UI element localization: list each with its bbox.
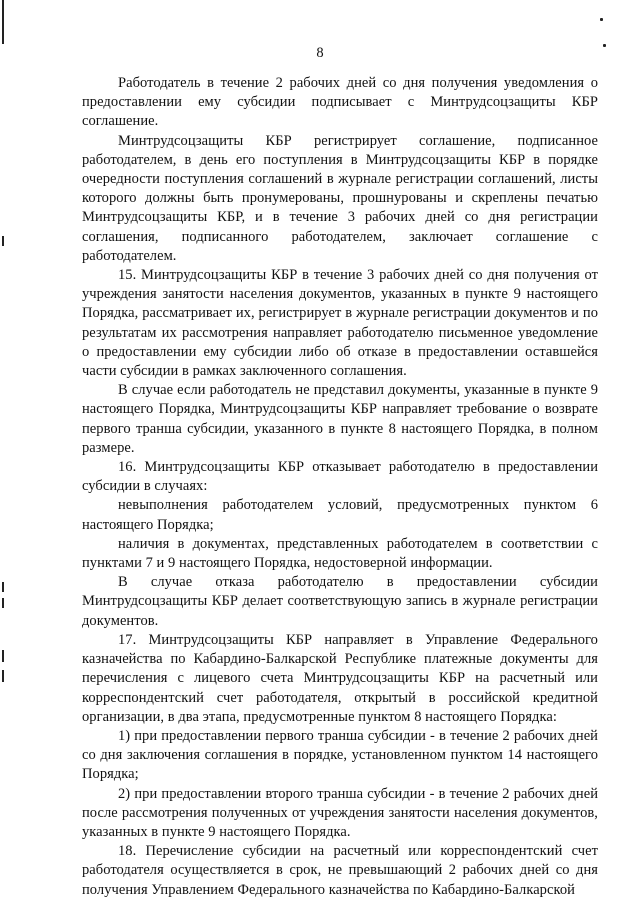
paragraph: невыполнения работодателем условий, предусмотренных пунктом 6 настоящего Порядка; bbox=[82, 497, 598, 533]
paragraph: 18. Перечисление субсидии на расчетный или корреспондентский счет работодателя осуществляется в срок, не превышающий 2 рабочих дней со дня получения Управлением Федерального казначейства по Кабардино-Балкарской bbox=[82, 843, 598, 898]
scan-edge-mark bbox=[2, 670, 4, 682]
paragraph: 16. Минтрудсоцзащиты КБР отказывает работодателю в предоставлении субсидии в случаях: bbox=[82, 459, 598, 495]
scan-edge-mark bbox=[2, 650, 4, 662]
paragraph: Минтрудсоцзащиты КБР регистрирует соглашение, подписанное работодателем, в день его поступления в Минтрудсоцзащиты КБР в порядке очередности поступления соглашений в журнале регистрации соглашений, листы которого должны быть пронумерованы, прошнурованы и скреплены печатью Минтрудсоцзащиты КБР, и в течение 3 рабочих дней со дня регистрации соглашения, подписанного работодателем, заключает соглашение с работодателем. bbox=[82, 132, 598, 264]
page-number: 8 bbox=[316, 45, 324, 61]
document-body bbox=[82, 74, 598, 900]
paragraph: 1) при предоставлении первого транша субсидии - в течение 2 рабочих дней со дня заключения соглашения в порядке, установленном пунктом 14 настоящего Порядка; bbox=[82, 727, 598, 783]
paragraph: 2) при предоставлении второго транша субсидии - в течение 2 рабочих дней после рассмотрения полученных от учреждения занятости населения документов, указанных в пункте 9 настоящего Порядка. bbox=[82, 785, 598, 840]
paragraph: 15. Минтрудсоцзащиты КБР в течение 3 рабочих дней со дня получения от учреждения занятости населения документов, указанных в пункте 9 настоящего Порядка, рассматривает их, регистрирует в журнале регистрации документов и по результатам их рассмотрения направляет работодателю письменное уведомление о предоставлении ему субсидии либо об отказе в предоставлении оставшейся части субсидии в рамках заключенного соглашения. bbox=[82, 267, 598, 380]
paragraph: 17. Минтрудсоцзащиты КБР направляет в Управление Федерального казначейства по Кабардино-Балкарской Республике платежные документы для перечисления с лицевого счета Минтрудсоцзащиты КБР на расчетный или корреспондентский счет работодателя, открытый в российской кредитной организации, в два этапа, предусмотренные пунктом 8 настоящего Порядка: bbox=[82, 631, 598, 725]
paragraph: В случае если работодатель не представил документы, указанные в пункте 9 настоящего Порядка, Минтрудсоцзащиты КБР направляет требование о возврате первого транша субсидии, указанного в пункте 8 настоящего Порядка, в полном размере. bbox=[82, 382, 598, 456]
paragraph: наличия в документах, представленных работодателем в соответствии с пунктами 7 и 9 настоящего Порядка, недостоверной информации. bbox=[82, 535, 598, 572]
scan-edge-mark bbox=[2, 236, 4, 246]
scan-edge-mark bbox=[2, 598, 4, 608]
paragraph: Работодатель в течение 2 рабочих дней со дня получения уведомления о предоставлении ему субсидии подписывает с Минтрудсоцзащиты КБР соглашение. bbox=[82, 75, 598, 130]
scan-edge-mark bbox=[2, 0, 4, 44]
scan-edge-mark bbox=[2, 582, 4, 592]
scan-speck bbox=[600, 18, 603, 21]
paragraph: В случае отказа работодателю в предоставлении субсидии Минтрудсоцзащиты КБР делает соответствующую запись в журнале регистрации документов. bbox=[82, 574, 598, 629]
